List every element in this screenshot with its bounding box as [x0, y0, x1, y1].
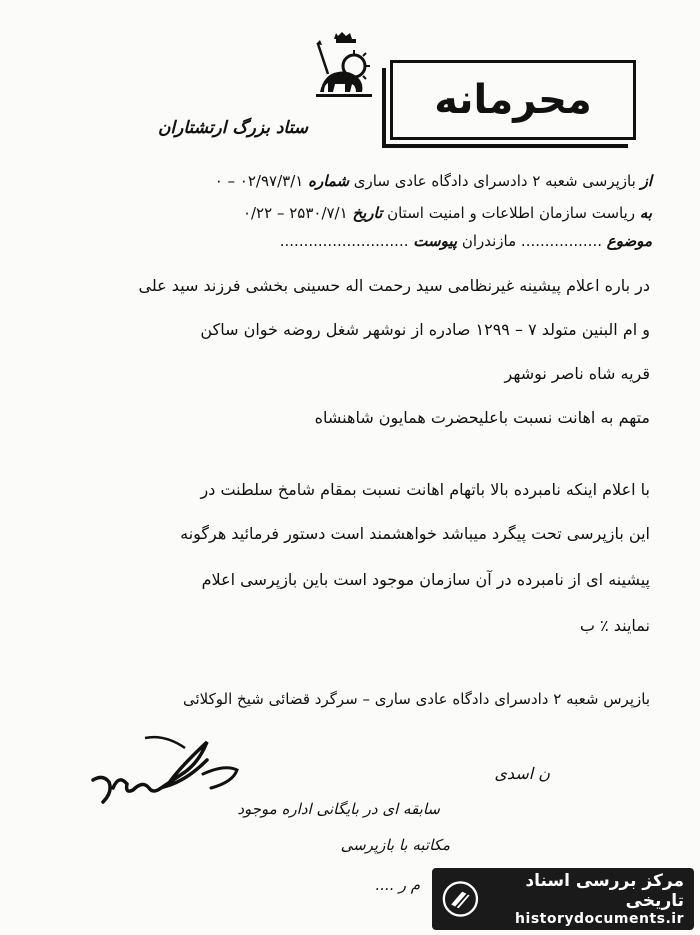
body-line: قریه شاه ناصر نوشهر: [504, 364, 650, 383]
attachment-label: پیوست: [413, 232, 458, 250]
body-line: پیشینه ای از نامبرده در آن سازمان موجود است باین بازپرسی اعلام: [201, 570, 650, 589]
watermark-url: historydocuments.ir: [515, 911, 684, 927]
body-line: این بازپرسی تحت پیگرد میباشد خواهشمند است دستور فرمائید هرگونه: [180, 524, 650, 543]
classified-stamp: [390, 60, 636, 140]
body-line: متهم به اهانت نسبت باعلیحضرت همایون شاهنشاه: [314, 408, 650, 427]
body-line: نمایند ٪ ب: [579, 616, 650, 635]
subject-row: [280, 232, 652, 250]
subject-label: موضوع: [606, 232, 652, 250]
from-label: از: [640, 172, 652, 190]
handwritten-note: سابقه ای در بایگانی اداره موجود: [237, 800, 440, 818]
classified-label: محرمانه: [434, 77, 592, 123]
archive-watermark: [432, 868, 694, 930]
watermark-name: مرکز بررسی اسناد تاریخی: [525, 871, 684, 911]
handwritten-note: ن اسدی: [494, 764, 550, 783]
subject-blank: .................: [520, 232, 602, 250]
sender-signature-block: بازپرس شعبه ۲ دادسرای دادگاه عادی ساری – سرگرد قضائی شیخ الوکلائی: [183, 690, 650, 708]
number-value: ۰۲/۹۷/۳/۱ – ۰: [214, 172, 304, 190]
to-row: [243, 204, 652, 222]
to-value: ریاست سازمان اطلاعات و امنیت استان: [387, 204, 635, 222]
body-line: و ام البنین متولد ۷ – ۱۲۹۹ صادره از نوشهر شغل روضه خوان ساکن: [200, 320, 650, 339]
from-value: بازپرسی شعبه ۲ دادسرای دادگاه عادی ساری: [353, 172, 636, 190]
body-line: با اعلام اینکه نامبرده بالا باتهام اهانت نسبت بمقام شامخ سلطنت در: [200, 480, 650, 499]
body-line: در باره اعلام پیشینه غیرنظامی سید رحمت اله حسینی بخشی فرزند سید علی: [138, 276, 650, 295]
to-label: به: [639, 204, 652, 222]
handwritten-note: مکاتبه با بازپرسی: [340, 836, 450, 854]
lion-and-sun-emblem-icon: [308, 30, 380, 100]
attachment-blank: ...........................: [279, 232, 409, 250]
subject-province: مازندران: [461, 232, 517, 250]
date-value: ۲۵۳۰/۷/۱ – ۰/۲۲: [242, 204, 348, 222]
signature-scribble-icon: [85, 730, 245, 820]
number-label: شماره: [308, 172, 350, 190]
organization-name: ستاد بزرگ ارتشتاران: [157, 118, 308, 138]
from-row: [215, 172, 652, 190]
handwritten-note: م ر ....: [374, 876, 420, 894]
date-label: تاریخ: [352, 204, 383, 222]
archive-logo-icon: [442, 879, 479, 919]
